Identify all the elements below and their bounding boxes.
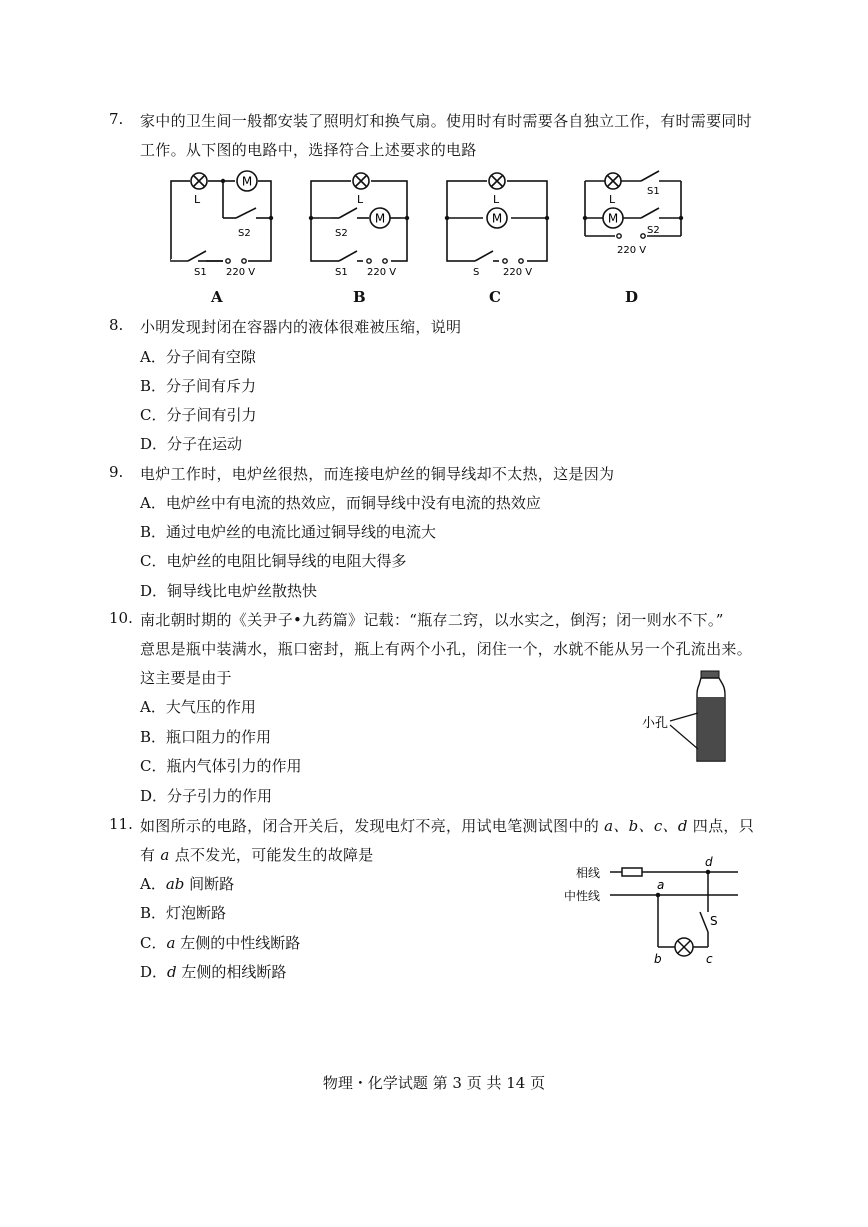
motor-label: M xyxy=(491,211,503,226)
q7-stem-line2: 工作。从下图的电路中，选择符合上述要求的电路 xyxy=(140,141,477,159)
q11-option-b xyxy=(140,902,226,923)
motor-label: M xyxy=(241,174,253,189)
q9-option-d: D．铜导线比电炉丝散热快 xyxy=(140,582,318,600)
voltage-label: 220 V xyxy=(503,267,533,278)
lamp-label: L xyxy=(357,193,364,206)
q10-option-d: D．分子引力的作用 xyxy=(140,787,273,805)
lamp-label: L xyxy=(609,193,616,206)
option-letter: A． xyxy=(140,875,166,893)
q9-option-b: B．通过电炉丝的电流比通过铜导线的电流大 xyxy=(140,523,437,541)
q10-stem-line2: 意思是瓶中装满水，瓶口密封，瓶上有两个小孔，闭住一个，水就不能从另一个孔流出来。 xyxy=(140,640,753,658)
q11-text: 如图所示的电路，闭合开关后，发现电灯不亮，用试电笔测试图中的 xyxy=(140,817,605,835)
q9-option-c: C．电炉丝的电阻比铜导线的电阻大得多 xyxy=(140,552,407,570)
lamp-label: L xyxy=(493,193,500,206)
switch-label: S xyxy=(710,914,718,928)
page-footer: 物理・化学试题 第 3 页 共 14 页 xyxy=(322,1074,546,1092)
voltage-label: 220 V xyxy=(367,267,397,278)
q7-stem-line1: 家中的卫生间一般都安装了照明灯和换气扇。使用时有时需要各自独立工作，有时需要同时 xyxy=(140,112,753,130)
q11-option-c xyxy=(140,932,300,953)
q8-number: 8. xyxy=(109,316,124,334)
option-letter: D． xyxy=(140,963,168,981)
q11-text: 四点，只 xyxy=(687,817,755,835)
q8-stem: 小明发现封闭在容器内的液体很难被压缩，说明 xyxy=(140,318,462,336)
point-c-label: c xyxy=(706,952,713,966)
switch-s1-label: S1 xyxy=(194,267,207,278)
figure-d-label: D xyxy=(625,288,639,306)
motor-label: M xyxy=(374,211,386,226)
motor-label: M xyxy=(607,211,619,226)
neutral-wire-label: 中性线 xyxy=(564,889,601,903)
switch-s2-label: S2 xyxy=(335,228,348,239)
q11-points: a、b、c、d xyxy=(604,817,688,835)
q11-text: 有 xyxy=(140,846,161,864)
q11-point-a: a xyxy=(160,846,170,864)
q8-option-a: A．分子间有空隙 xyxy=(140,348,256,366)
option-text: 左侧的中性线断路 xyxy=(175,934,301,952)
point-b-label: b xyxy=(654,952,662,966)
figure-b-label: B xyxy=(353,288,366,306)
option-point: ab xyxy=(165,875,185,893)
voltage-label: 220 V xyxy=(226,267,256,278)
point-a-label: a xyxy=(657,878,665,892)
q9-number: 9. xyxy=(109,463,124,481)
q11-stem-line2 xyxy=(140,844,374,865)
circuit-figure-a xyxy=(158,163,278,281)
q11-option-a xyxy=(140,873,234,894)
figure-c-label: C xyxy=(489,288,501,306)
q11-stem-line1 xyxy=(140,815,754,836)
q7-number: 7. xyxy=(109,110,124,128)
q9-stem: 电炉工作时，电炉丝很热，而连接电炉丝的铜导线却不太热，这是因为 xyxy=(140,465,615,483)
voltage-label: 220 V xyxy=(617,245,647,256)
q8-option-d: D．分子在运动 xyxy=(140,435,243,453)
switch-s1-label: S1 xyxy=(335,267,348,278)
figure-a-label: A xyxy=(211,288,223,306)
q11-option-d xyxy=(140,961,286,982)
circuit-figure-c xyxy=(437,163,557,281)
live-wire-label: 相线 xyxy=(576,866,601,880)
q10-number: 10. xyxy=(109,609,133,627)
q9-option-a: A．电炉丝中有电流的热效应，而铜导线中没有电流的热效应 xyxy=(140,494,541,512)
lamp-label: L xyxy=(194,193,201,206)
option-letter: C． xyxy=(140,934,167,952)
q11-text: 点不发光，可能发生的故障是 xyxy=(169,846,374,864)
q8-option-b: B．分子间有斥力 xyxy=(140,377,257,395)
option-text: 左侧的相线断路 xyxy=(176,963,287,981)
circuit-figure-b xyxy=(301,163,421,281)
q8-option-c: C．分子间有引力 xyxy=(140,406,257,424)
q11-number: 11. xyxy=(109,815,133,833)
q10-option-b: B．瓶口阻力的作用 xyxy=(140,728,272,746)
switch-s1-label: S1 xyxy=(647,186,660,197)
option-text: 灯泡断路 xyxy=(166,904,227,922)
option-point: d xyxy=(167,963,177,981)
circuit-figure-d xyxy=(575,163,695,281)
switch-s2-label: S2 xyxy=(238,228,251,239)
hole-label: 小孔 xyxy=(642,716,669,731)
switch-s-label: S xyxy=(473,267,480,278)
household-circuit-figure xyxy=(560,852,745,967)
option-text: 间断路 xyxy=(184,875,235,893)
bottle-figure xyxy=(640,665,740,765)
option-point: a xyxy=(166,934,176,952)
q10-stem-line1: 南北朝时期的《关尹子•九药篇》记载：“瓶存二窍，以水实之，倒泻；闭一则水不下。” xyxy=(140,611,724,629)
option-letter: B． xyxy=(140,904,167,922)
q10-option-a: A．大气压的作用 xyxy=(140,698,256,716)
switch-s2-label: S2 xyxy=(647,225,660,236)
point-d-label: d xyxy=(705,855,713,869)
q10-stem-line3: 这主要是由于 xyxy=(140,669,232,687)
q10-option-c: C．瓶内气体引力的作用 xyxy=(140,757,302,775)
